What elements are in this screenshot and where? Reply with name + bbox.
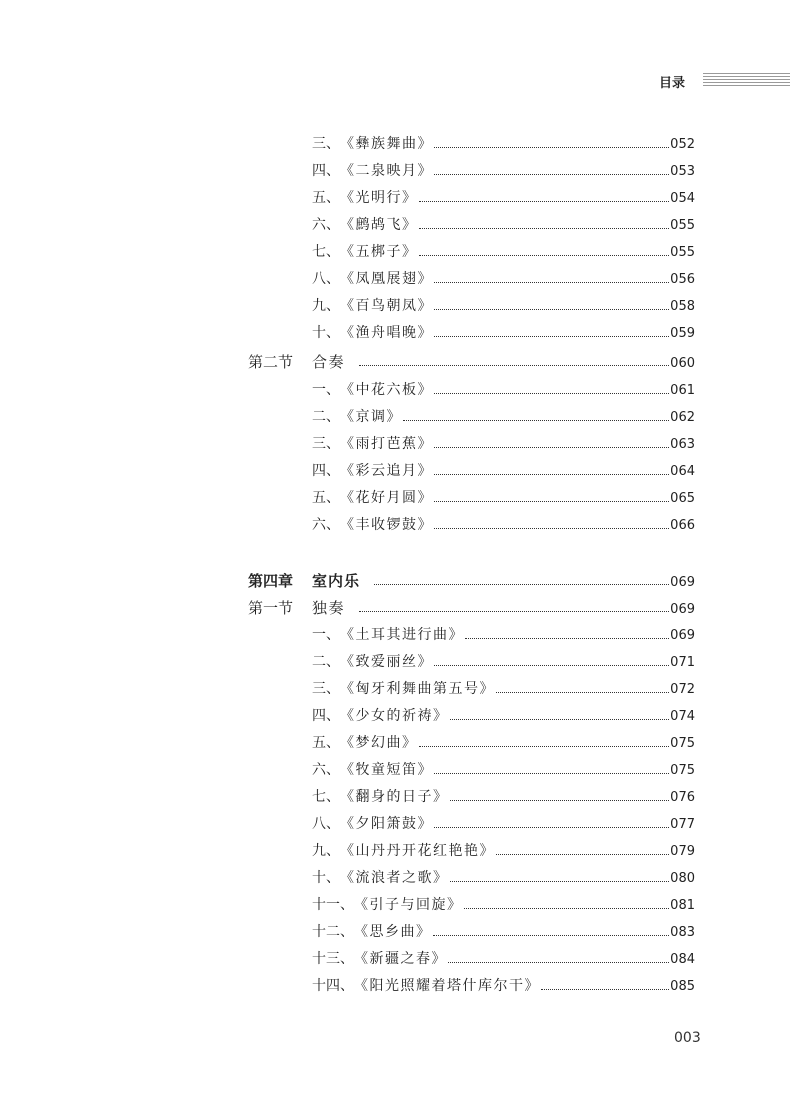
dot-leader — [434, 282, 669, 283]
dot-leader — [434, 501, 669, 502]
toc-entry[interactable] — [312, 679, 695, 699]
toc-entry[interactable] — [312, 323, 695, 343]
dot-leader — [419, 255, 670, 256]
entry-title: 《中花六板》 — [340, 382, 433, 398]
section-label: 第一节 — [248, 599, 294, 617]
entry-page-number: 075 — [670, 736, 695, 751]
entry-number: 十三、 — [312, 951, 354, 967]
entry-page-number: 066 — [670, 518, 695, 533]
toc-entry[interactable] — [312, 242, 695, 262]
entry-title: 《致爱丽丝》 — [340, 654, 433, 670]
entry-page-number: 059 — [670, 326, 695, 341]
dot-leader — [450, 800, 670, 801]
dot-leader — [359, 365, 669, 366]
entry-number: 三、 — [312, 436, 340, 452]
dot-leader — [419, 201, 670, 202]
section-title: 独奏 — [312, 599, 346, 617]
toc-entry[interactable] — [312, 488, 695, 508]
toc-entry[interactable] — [312, 949, 695, 969]
dot-leader — [359, 611, 669, 612]
entry-title: 《花好月圆》 — [340, 490, 433, 506]
dot-leader — [419, 228, 670, 229]
toc-entry[interactable] — [312, 733, 695, 753]
dot-leader — [434, 393, 669, 394]
entry-page-number: 069 — [670, 602, 695, 617]
entry-page-number: 081 — [670, 898, 695, 913]
entry-number: 四、 — [312, 163, 340, 179]
toc-entry[interactable] — [312, 760, 695, 780]
entry-page-number: 085 — [670, 979, 695, 994]
entry-number: 九、 — [312, 843, 340, 859]
toc-entry[interactable] — [312, 706, 695, 726]
entry-title: 《鹧鸪飞》 — [340, 217, 418, 233]
entry-number: 四、 — [312, 463, 340, 479]
entry-page-number: 069 — [670, 628, 695, 643]
entry-number: 六、 — [312, 762, 340, 778]
entry-number: 十一、 — [312, 897, 354, 913]
entry-page-number: 074 — [670, 709, 695, 724]
entry-title: 《五梆子》 — [340, 244, 418, 260]
entry-number: 一、 — [312, 382, 340, 398]
entry-number: 五、 — [312, 735, 340, 751]
chapter-title: 室内乐 — [312, 572, 361, 590]
entry-number: 六、 — [312, 517, 340, 533]
dot-leader — [434, 174, 669, 175]
entry-title: 《夕阳箫鼓》 — [340, 816, 433, 832]
entry-title: 《山丹丹开花红艳艳》 — [340, 843, 495, 859]
toc-entry[interactable] — [312, 814, 695, 834]
section-title: 合奏 — [312, 353, 346, 371]
dot-leader — [465, 638, 669, 639]
running-header-title: 目录 — [659, 76, 686, 91]
toc-entry[interactable] — [312, 269, 695, 289]
entry-page-number: 053 — [670, 164, 695, 179]
toc-entry[interactable] — [312, 407, 695, 427]
toc-section-entry[interactable] — [312, 352, 695, 372]
page-number: 003 — [674, 1030, 701, 1046]
dot-leader — [450, 719, 670, 720]
section-label: 第二节 — [248, 353, 294, 371]
entry-title: 《流浪者之歌》 — [340, 870, 449, 886]
toc-entry[interactable] — [312, 841, 695, 861]
toc-entry[interactable] — [312, 215, 695, 235]
dot-leader — [374, 584, 669, 585]
entry-title: 《丰收锣鼓》 — [340, 517, 433, 533]
entry-title: 《梦幻曲》 — [340, 735, 418, 751]
toc-entry[interactable] — [312, 188, 695, 208]
dot-leader — [541, 989, 669, 990]
entry-page-number: 075 — [670, 763, 695, 778]
entry-number: 七、 — [312, 244, 340, 260]
entry-title: 《土耳其进行曲》 — [340, 627, 464, 643]
entry-page-number: 083 — [670, 925, 695, 940]
entry-page-number: 069 — [670, 575, 695, 590]
dot-leader — [450, 881, 670, 882]
entry-page-number: 062 — [670, 410, 695, 425]
toc-entry[interactable] — [312, 868, 695, 888]
entry-number: 十、 — [312, 870, 340, 886]
entry-page-number: 084 — [670, 952, 695, 967]
toc-entry[interactable] — [312, 625, 695, 645]
entry-page-number: 060 — [670, 356, 695, 371]
dot-leader — [433, 935, 670, 936]
entry-title: 《渔舟唱晚》 — [340, 325, 433, 341]
dot-leader — [419, 746, 670, 747]
entry-page-number: 064 — [670, 464, 695, 479]
entry-page-number: 054 — [670, 191, 695, 206]
entry-number: 六、 — [312, 217, 340, 233]
entry-page-number: 077 — [670, 817, 695, 832]
entry-number: 二、 — [312, 409, 340, 425]
entry-page-number: 055 — [670, 245, 695, 260]
toc-entry[interactable] — [312, 976, 695, 996]
toc-entry[interactable] — [312, 787, 695, 807]
entry-page-number: 072 — [670, 682, 695, 697]
entry-page-number: 056 — [670, 272, 695, 287]
entry-title: 《新疆之春》 — [354, 951, 447, 967]
dot-leader — [464, 908, 670, 909]
entry-title: 《阳光照耀着塔什库尔干》 — [354, 978, 540, 994]
dot-leader — [434, 309, 669, 310]
entry-number: 三、 — [312, 136, 340, 152]
dot-leader — [403, 420, 669, 421]
toc-entry[interactable] — [312, 434, 695, 454]
dot-leader — [434, 528, 669, 529]
entry-page-number: 052 — [670, 137, 695, 152]
entry-number: 五、 — [312, 490, 340, 506]
dot-leader — [434, 773, 669, 774]
entry-number: 八、 — [312, 271, 340, 287]
entry-title: 《彩云追月》 — [340, 463, 433, 479]
entry-title: 《牧童短笛》 — [340, 762, 433, 778]
entry-title: 《思乡曲》 — [354, 924, 432, 940]
toc-entry[interactable] — [312, 161, 695, 181]
entry-number: 十、 — [312, 325, 340, 341]
toc-section-entry[interactable] — [312, 598, 695, 618]
entry-number: 一、 — [312, 627, 340, 643]
dot-leader — [434, 827, 669, 828]
toc-entry[interactable] — [312, 296, 695, 316]
entry-page-number: 058 — [670, 299, 695, 314]
dot-leader — [496, 692, 669, 693]
dot-leader — [434, 336, 669, 337]
toc-entry[interactable] — [312, 895, 695, 915]
entry-number: 三、 — [312, 681, 340, 697]
entry-title: 《翻身的日子》 — [340, 789, 449, 805]
entry-page-number: 076 — [670, 790, 695, 805]
dot-leader — [434, 447, 669, 448]
entry-number: 十四、 — [312, 978, 354, 994]
entry-number: 九、 — [312, 298, 340, 314]
entry-number: 四、 — [312, 708, 340, 724]
entry-page-number: 063 — [670, 437, 695, 452]
toc-entry[interactable] — [312, 380, 695, 400]
entry-title: 《少女的祈祷》 — [340, 708, 449, 724]
toc-chapter-entry[interactable] — [312, 571, 695, 591]
header-decorative-rule — [703, 73, 790, 87]
entry-number: 七、 — [312, 789, 340, 805]
toc-entry[interactable] — [312, 515, 695, 535]
entry-number: 二、 — [312, 654, 340, 670]
entry-title: 《京调》 — [340, 409, 402, 425]
entry-page-number: 080 — [670, 871, 695, 886]
toc-entry[interactable] — [312, 652, 695, 672]
entry-title: 《凤凰展翅》 — [340, 271, 433, 287]
entry-page-number: 061 — [670, 383, 695, 398]
entry-number: 十二、 — [312, 924, 354, 940]
entry-title: 《匈牙利舞曲第五号》 — [340, 681, 495, 697]
dot-leader — [434, 147, 669, 148]
entry-number: 八、 — [312, 816, 340, 832]
entry-title: 《彝族舞曲》 — [340, 136, 433, 152]
entry-title: 《光明行》 — [340, 190, 418, 206]
dot-leader — [434, 474, 669, 475]
chapter-label: 第四章 — [248, 572, 294, 590]
toc-entry[interactable] — [312, 461, 695, 481]
entry-page-number: 071 — [670, 655, 695, 670]
toc-entry[interactable] — [312, 134, 695, 154]
entry-title: 《雨打芭蕉》 — [340, 436, 433, 452]
entry-page-number: 055 — [670, 218, 695, 233]
entry-page-number: 079 — [670, 844, 695, 859]
toc-entry[interactable] — [312, 922, 695, 942]
entry-title: 《引子与回旋》 — [354, 897, 463, 913]
dot-leader — [434, 665, 669, 666]
entry-title: 《百鸟朝凤》 — [340, 298, 433, 314]
entry-number: 五、 — [312, 190, 340, 206]
dot-leader — [496, 854, 669, 855]
entry-page-number: 065 — [670, 491, 695, 506]
dot-leader — [448, 962, 669, 963]
entry-title: 《二泉映月》 — [340, 163, 433, 179]
